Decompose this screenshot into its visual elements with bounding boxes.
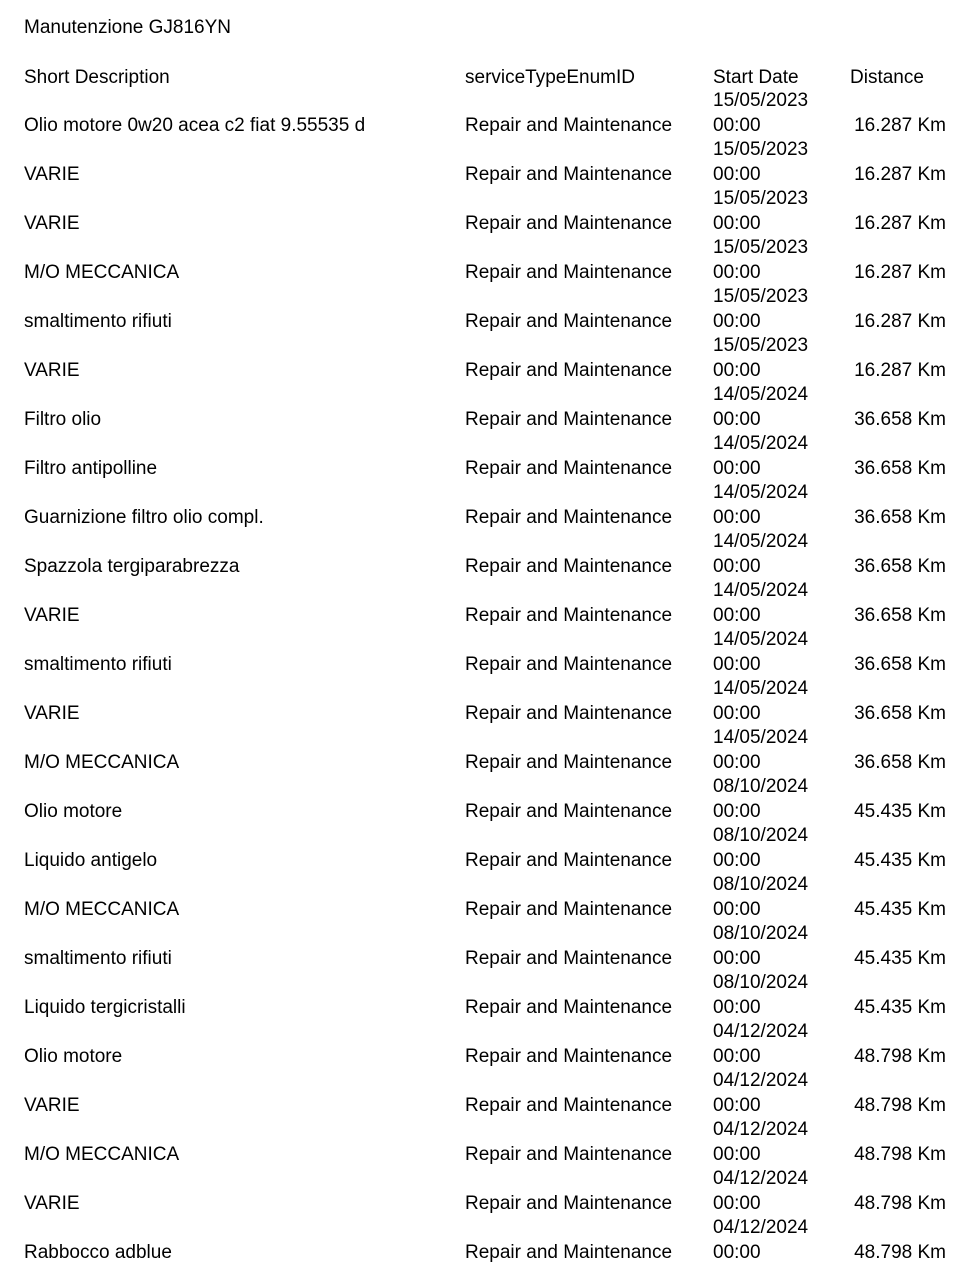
row-distance: 48.798 Km: [854, 1095, 946, 1116]
row-start-date: 14/05/2024: [713, 678, 809, 699]
row-start-time: 00:00: [713, 1046, 761, 1067]
table-row: [0, 825, 975, 874]
row-service-type: Repair and Maintenance: [465, 752, 673, 773]
row-distance: 16.287 Km: [854, 213, 946, 234]
column-header-start-date: Start Date: [713, 67, 799, 88]
row-distance: 16.287 Km: [854, 262, 946, 283]
row-start-time: 00:00: [713, 556, 761, 577]
row-distance: 48.798 Km: [854, 1144, 946, 1165]
table-row: [0, 923, 975, 972]
row-distance: 16.287 Km: [854, 311, 946, 332]
row-description: Olio motore: [24, 801, 123, 822]
table-row: [0, 335, 975, 384]
row-description: VARIE: [24, 703, 80, 724]
row-service-type: Repair and Maintenance: [465, 703, 673, 724]
row-distance: 45.435 Km: [854, 997, 946, 1018]
row-service-type: Repair and Maintenance: [465, 850, 673, 871]
table-row: [0, 286, 975, 335]
row-description: VARIE: [24, 164, 80, 185]
row-service-type: Repair and Maintenance: [465, 605, 673, 626]
table-row: [0, 90, 975, 139]
row-description: M/O MECCANICA: [24, 262, 180, 283]
row-distance: 16.287 Km: [854, 115, 946, 136]
row-start-date: 14/05/2024: [713, 580, 809, 601]
row-start-time: 00:00: [713, 507, 761, 528]
row-description: Liquido antigelo: [24, 850, 158, 871]
row-description: Filtro olio: [24, 409, 102, 430]
table-row: [0, 1119, 975, 1168]
row-distance: 16.287 Km: [854, 360, 946, 381]
row-start-time: 00:00: [713, 997, 761, 1018]
table-row: [0, 482, 975, 531]
row-service-type: Repair and Maintenance: [465, 1046, 673, 1067]
row-start-date: 04/12/2024: [713, 1217, 809, 1238]
row-start-time: 00:00: [713, 703, 761, 724]
row-description: smaltimento rifiuti: [24, 948, 172, 969]
row-start-date: 14/05/2024: [713, 727, 809, 748]
row-distance: 48.798 Km: [854, 1193, 946, 1214]
row-start-date: 04/12/2024: [713, 1070, 809, 1091]
row-start-date: 08/10/2024: [713, 825, 809, 846]
row-start-date: 04/12/2024: [713, 1119, 809, 1140]
row-service-type: Repair and Maintenance: [465, 899, 673, 920]
row-description: M/O MECCANICA: [24, 1144, 180, 1165]
row-start-time: 00:00: [713, 262, 761, 283]
row-service-type: Repair and Maintenance: [465, 311, 673, 332]
row-distance: 48.798 Km: [854, 1046, 946, 1067]
row-description: Spazzola tergiparabrezza: [24, 556, 240, 577]
row-distance: 36.658 Km: [854, 703, 946, 724]
row-start-time: 00:00: [713, 801, 761, 822]
row-start-date: 14/05/2024: [713, 629, 809, 650]
row-start-date: 14/05/2024: [713, 531, 809, 552]
row-description: VARIE: [24, 1095, 80, 1116]
row-distance: 36.658 Km: [854, 556, 946, 577]
row-distance: 36.658 Km: [854, 458, 946, 479]
row-start-time: 00:00: [713, 311, 761, 332]
row-start-date: 14/05/2024: [713, 433, 809, 454]
row-distance: 36.658 Km: [854, 605, 946, 626]
row-distance: 36.658 Km: [854, 654, 946, 675]
row-start-date: 15/05/2023: [713, 286, 809, 307]
row-start-time: 00:00: [713, 752, 761, 773]
row-service-type: Repair and Maintenance: [465, 1144, 673, 1165]
row-distance: 36.658 Km: [854, 752, 946, 773]
row-description: Liquido tergicristalli: [24, 997, 186, 1018]
row-description: Guarnizione filtro olio compl.: [24, 507, 264, 528]
row-start-time: 00:00: [713, 115, 761, 136]
row-start-time: 00:00: [713, 605, 761, 626]
row-start-time: 00:00: [713, 213, 761, 234]
row-service-type: Repair and Maintenance: [465, 997, 673, 1018]
row-distance: 45.435 Km: [854, 850, 946, 871]
table-row: [0, 1021, 975, 1070]
table-row: [0, 139, 975, 188]
table-row: [0, 237, 975, 286]
row-description: VARIE: [24, 360, 80, 381]
row-start-time: 00:00: [713, 850, 761, 871]
row-service-type: Repair and Maintenance: [465, 458, 673, 479]
row-distance: 45.435 Km: [854, 899, 946, 920]
row-start-time: 00:00: [713, 1144, 761, 1165]
row-start-date: 08/10/2024: [713, 776, 809, 797]
table-row: [0, 629, 975, 678]
row-start-time: 00:00: [713, 948, 761, 969]
row-description: VARIE: [24, 213, 80, 234]
row-description: VARIE: [24, 1193, 80, 1214]
row-start-time: 00:00: [713, 899, 761, 920]
row-service-type: Repair and Maintenance: [465, 1095, 673, 1116]
table-row: [0, 678, 975, 727]
row-description: smaltimento rifiuti: [24, 311, 172, 332]
document-title: Manutenzione GJ816YN: [24, 17, 232, 38]
row-description: VARIE: [24, 605, 80, 626]
row-description: Filtro antipolline: [24, 458, 158, 479]
row-description: Rabbocco adblue: [24, 1242, 172, 1263]
row-service-type: Repair and Maintenance: [465, 507, 673, 528]
row-distance: 45.435 Km: [854, 948, 946, 969]
row-start-date: 15/05/2023: [713, 237, 809, 258]
row-start-date: 15/05/2023: [713, 188, 809, 209]
row-start-time: 00:00: [713, 360, 761, 381]
row-start-time: 00:00: [713, 164, 761, 185]
row-distance: 48.798 Km: [854, 1242, 946, 1263]
row-description: M/O MECCANICA: [24, 752, 180, 773]
row-service-type: Repair and Maintenance: [465, 213, 673, 234]
row-start-time: 00:00: [713, 409, 761, 430]
row-start-date: 08/10/2024: [713, 874, 809, 895]
row-start-date: 14/05/2024: [713, 384, 809, 405]
row-start-date: 15/05/2023: [713, 335, 809, 356]
row-service-type: Repair and Maintenance: [465, 1242, 673, 1263]
table-row: [0, 727, 975, 776]
row-description: smaltimento rifiuti: [24, 654, 172, 675]
row-distance: 36.658 Km: [854, 409, 946, 430]
row-description: M/O MECCANICA: [24, 899, 180, 920]
row-start-time: 00:00: [713, 1242, 761, 1263]
table-row: [0, 1168, 975, 1217]
column-header-short-description: Short Description: [24, 67, 170, 88]
row-start-date: 15/05/2023: [713, 139, 809, 160]
row-description: Olio motore 0w20 acea c2 fiat 9.55535 d: [24, 115, 366, 136]
table-row: [0, 1070, 975, 1119]
row-service-type: Repair and Maintenance: [465, 801, 673, 822]
row-service-type: Repair and Maintenance: [465, 360, 673, 381]
table-row: [0, 384, 975, 433]
table-row: [0, 531, 975, 580]
row-service-type: Repair and Maintenance: [465, 948, 673, 969]
row-service-type: Repair and Maintenance: [465, 409, 673, 430]
table-row: [0, 776, 975, 825]
row-distance: 36.658 Km: [854, 507, 946, 528]
row-service-type: Repair and Maintenance: [465, 115, 673, 136]
row-start-time: 00:00: [713, 1193, 761, 1214]
table-row: [0, 433, 975, 482]
table-row: [0, 1217, 975, 1266]
row-description: Olio motore: [24, 1046, 123, 1067]
table-row: [0, 580, 975, 629]
row-start-date: 08/10/2024: [713, 972, 809, 993]
row-start-date: 04/12/2024: [713, 1168, 809, 1189]
row-service-type: Repair and Maintenance: [465, 654, 673, 675]
row-start-time: 00:00: [713, 458, 761, 479]
table-row: [0, 972, 975, 1021]
row-start-date: 08/10/2024: [713, 923, 809, 944]
row-distance: 16.287 Km: [854, 164, 946, 185]
column-header-distance: Distance: [850, 67, 924, 88]
column-header-service-type: serviceTypeEnumID: [465, 67, 636, 88]
table-row: [0, 188, 975, 237]
row-start-time: 00:00: [713, 654, 761, 675]
row-distance: 45.435 Km: [854, 801, 946, 822]
row-start-time: 00:00: [713, 1095, 761, 1116]
row-service-type: Repair and Maintenance: [465, 1193, 673, 1214]
row-service-type: Repair and Maintenance: [465, 164, 673, 185]
row-service-type: Repair and Maintenance: [465, 262, 673, 283]
row-start-date: 15/05/2023: [713, 90, 809, 111]
row-start-date: 14/05/2024: [713, 482, 809, 503]
table-row: [0, 874, 975, 923]
row-start-date: 04/12/2024: [713, 1021, 809, 1042]
row-service-type: Repair and Maintenance: [465, 556, 673, 577]
